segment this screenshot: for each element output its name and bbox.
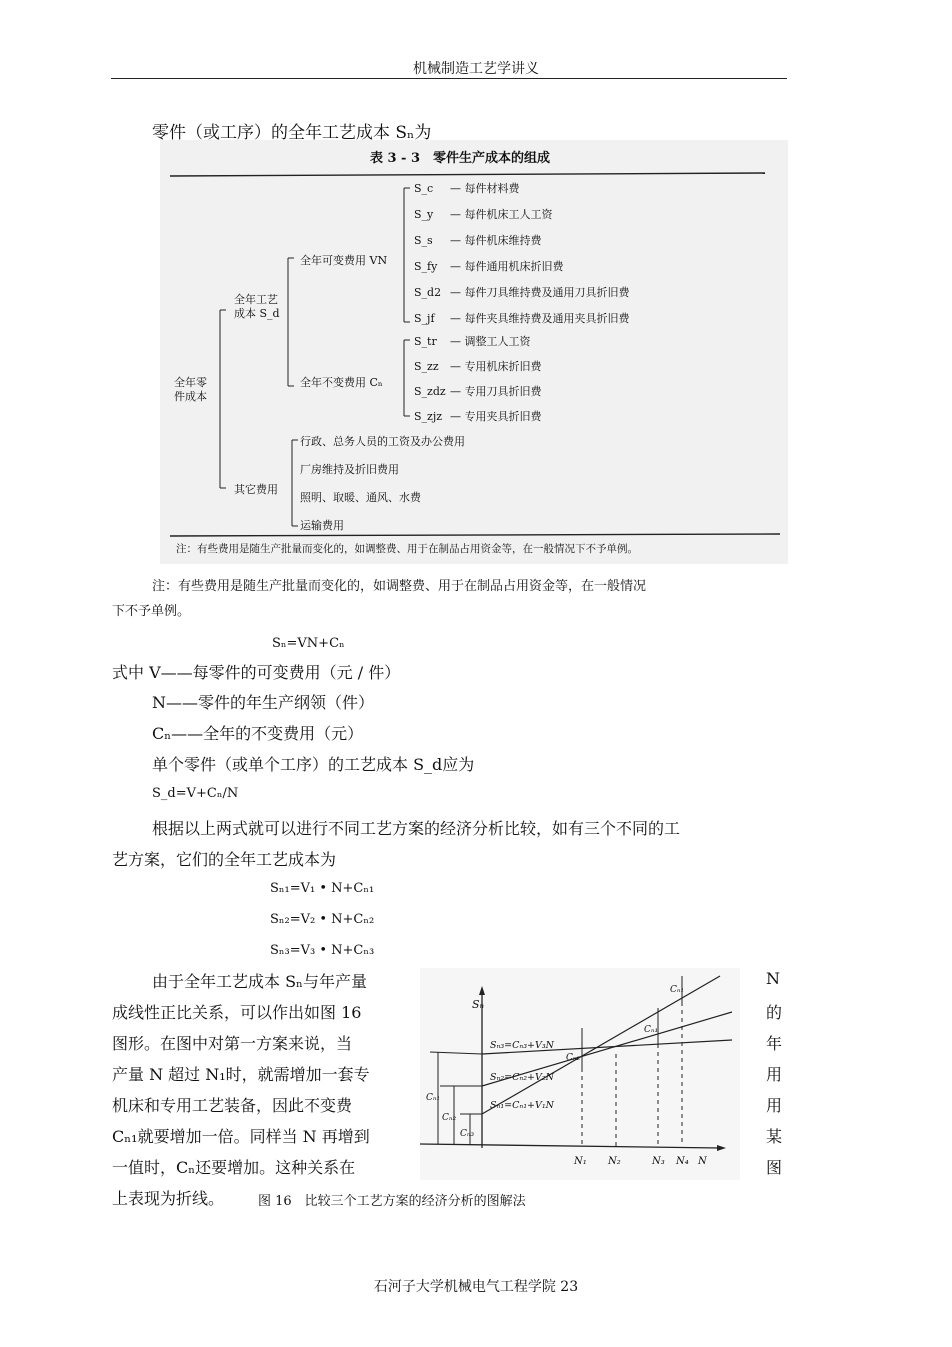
para-line-5: 机床和专用工艺装备，因此不变费 [112, 1096, 353, 1115]
fig16-line-1: Sₙ₁=Cₙ₁+V₁N [490, 1100, 554, 1111]
figure-16-caption: 图 16 比较三个工艺方案的经济分析的图解法 [258, 1194, 526, 1209]
fig16-line-2: Sₙ₂=Cₙ₂+V₂N [490, 1072, 554, 1083]
fig16-tick-n4: N₄ [676, 1156, 689, 1167]
intro-text: 零件（或工序）的全年工艺成本 Sₙ为 [152, 123, 432, 143]
other-item-3: 照明、取暖、通风、水费 [300, 491, 421, 504]
para-right-6: 某 [766, 1127, 783, 1146]
fig16-y-axis: Sₙ [472, 998, 484, 1011]
formula-sn3: Sₙ₃=V₃ • N+Cₙ₃ [270, 943, 375, 958]
level1a-1: 全年工艺 [234, 293, 278, 306]
para-line-4: 产量 N 超过 N₁时，就需增加一套专 [112, 1065, 370, 1084]
level1a-2: 成本 S_d [234, 307, 280, 320]
page-footer: 石河子大学机械电气工程学院 23 [373, 1279, 579, 1295]
def-c: Cₙ——全年的不变费用（元） [152, 724, 364, 743]
fix-item-1-sym: S_tr [414, 335, 437, 348]
fig16-x-axis: N [698, 1156, 707, 1167]
fig16-dim-3: Cₙ₃ [460, 1129, 475, 1139]
para-right-4: 用 [766, 1065, 783, 1084]
table-caption: 表 3 - 3 零件生产成本的组成 [369, 151, 551, 166]
var-item-4: — 每件通用机床折旧费 [450, 260, 564, 273]
other-item-2: 厂房维持及折旧费用 [300, 463, 399, 476]
note-line-2: 下不予单例。 [112, 604, 191, 619]
fix-item-3-sym: S_zdz [414, 385, 446, 398]
root-label-2: 件成本 [174, 390, 207, 403]
fig16-tick-n1: N₁ [574, 1156, 587, 1167]
para-line-3: 图形。在图中对第一方案来说，当 [112, 1034, 353, 1053]
fig16-dim-2: Cₙ₂ [442, 1113, 457, 1123]
var-item-1: — 每件材料费 [450, 182, 520, 195]
fix-item-2: — 专用机床折旧费 [450, 360, 542, 373]
fixed-items [414, 334, 542, 423]
para-line-6: Cₙ₁就要增加一倍。同样当 N 再增到 [112, 1127, 370, 1146]
formula-sn1: Sₙ₁=V₁ • N+Cₙ₁ [270, 881, 375, 896]
fig16-dim-4: Cₙ₂ [566, 1053, 581, 1063]
fig16-tick-n3: N₃ [652, 1156, 665, 1167]
def-n: N——零件的年生产纲领（件） [152, 693, 375, 712]
header-rule [111, 78, 787, 79]
fix-item-4: — 专用夹具折旧费 [450, 410, 542, 423]
var-item-5: — 每件刀具维持费及通用刀具折旧费 [450, 286, 630, 299]
other-item-4: 运输费用 [300, 519, 344, 532]
var-item-4-sym: S_fy [414, 260, 438, 273]
var-item-5-sym: S_d2 [414, 286, 442, 299]
formula-sn: Sₙ=VN+Cₙ [272, 636, 345, 651]
variable-label: 全年可变费用 VN [300, 254, 388, 267]
compare-line-2: 艺方案，它们的全年工艺成本为 [112, 850, 337, 869]
table-3-3-figure [160, 140, 788, 564]
note-line-1: 注：有些费用是随生产批量而变化的，如调整费、用于在制品占用资金等，在一般情况 [152, 579, 647, 594]
page-header: 机械制造工艺学讲义 [413, 61, 539, 77]
var-item-1-sym: S_c [414, 182, 434, 195]
single-cost-text: 单个零件（或单个工序）的工艺成本 S_d应为 [152, 755, 475, 774]
fix-item-3: — 专用刀具折旧费 [450, 385, 542, 398]
compare-line-1: 根据以上两式就可以进行不同工艺方案的经济分析比较，如有三个不同的工 [152, 819, 681, 838]
var-item-3: — 每件机床维持费 [450, 234, 542, 247]
fixed-label: 全年不变费用 Cₙ [300, 376, 383, 389]
fig16-dim-1: Cₙ₁ [426, 1093, 441, 1103]
formula-sd: S_d=V+Cₙ/N [152, 786, 239, 801]
variable-items [414, 181, 630, 325]
other-item-1: 行政、总务人员的工资及办公费用 [300, 435, 465, 448]
formula-sn2: Sₙ₂=V₂ • N+Cₙ₂ [270, 912, 375, 927]
fig16-dim-6: Cₙ₁ [670, 985, 685, 995]
para-line-7: 一值时，Cₙ还要增加。这种关系在 [112, 1158, 356, 1177]
level1b: 其它费用 [234, 483, 278, 496]
fig16-dim-5: Cₙ₁ [644, 1025, 659, 1035]
para-right-3: 年 [766, 1034, 783, 1053]
para-right-5: 用 [766, 1096, 783, 1115]
para-right-7: 图 [766, 1158, 783, 1177]
table-note: 注：有些费用是随生产批量而变化的，如调整费、用于在制品占用资金等，在一般情况下不予单例。 [176, 543, 638, 555]
var-item-6-sym: S_jf [414, 312, 435, 325]
para-line-2: 成线性正比关系，可以作出如图 16 [112, 1003, 362, 1022]
para-right-1: N [766, 969, 780, 988]
para-right-2: 的 [766, 1003, 783, 1022]
var-item-2-sym: S_y [414, 208, 434, 221]
root-label-1: 全年零 [174, 376, 207, 389]
para-last-line: 上表现为折线。 [112, 1189, 225, 1208]
var-item-2: — 每件机床工人工资 [450, 208, 553, 221]
fig16-tick-n2: N₂ [608, 1156, 621, 1167]
fig16-line-3: Sₙ₃=Cₙ₃+V₃N [490, 1040, 554, 1051]
other-items [300, 434, 465, 532]
var-item-3-sym: S_s [414, 234, 433, 247]
var-item-6: — 每件夹具维持费及通用夹具折旧费 [450, 312, 630, 325]
fix-item-4-sym: S_zjz [414, 410, 443, 423]
fix-item-1: — 调整工人工资 [450, 335, 531, 348]
fix-item-2-sym: S_zz [414, 360, 439, 373]
para-line-1: 由于全年工艺成本 Sₙ与年产量 [152, 972, 367, 991]
figure-16 [420, 968, 740, 1180]
def-v: 式中 V——每零件的可变费用（元 / 件） [112, 663, 401, 682]
